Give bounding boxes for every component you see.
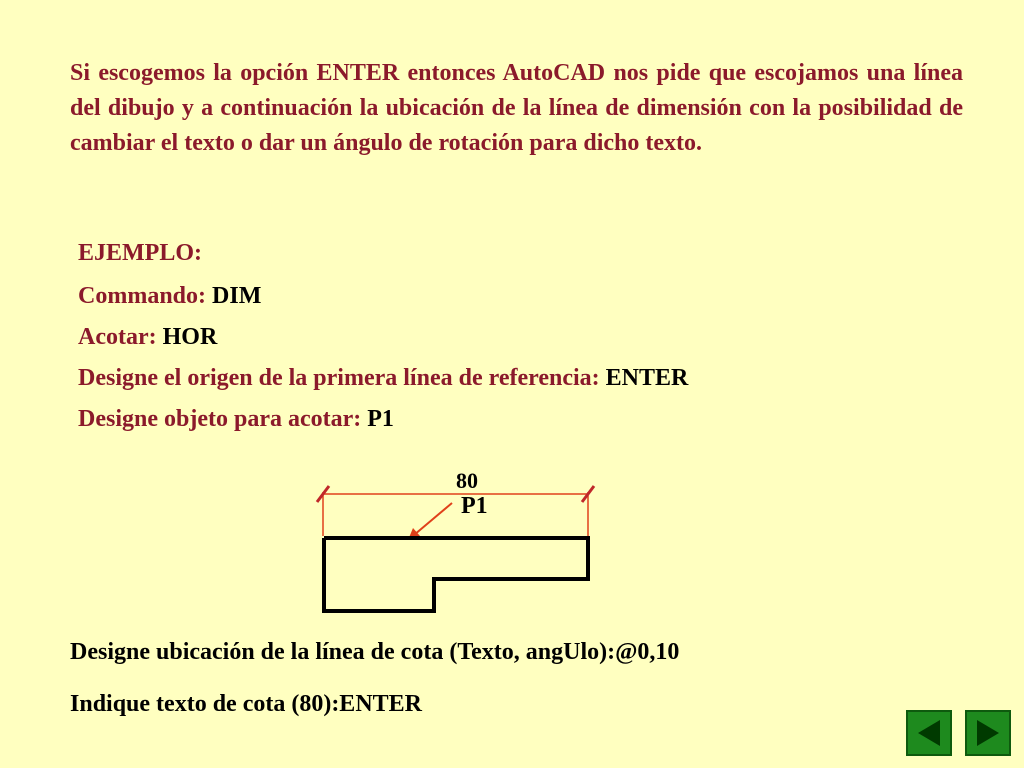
instruction-line-text: Indique texto de cota (80):ENTER	[70, 691, 422, 717]
next-slide-button[interactable]	[965, 710, 1011, 756]
example-line-acotar	[78, 324, 217, 351]
part-outline	[324, 538, 588, 611]
example-line-origin	[78, 365, 688, 392]
example-heading: EJEMPLO:	[78, 240, 202, 266]
example-line-value: ENTER	[605, 365, 689, 391]
example-line-command	[78, 283, 261, 310]
triangle-left-icon	[908, 712, 950, 754]
example-line-object	[78, 406, 394, 433]
triangle-right-icon	[967, 712, 1009, 754]
dimension-text: 80	[456, 468, 478, 493]
leader-line	[414, 503, 452, 535]
example-line-label: Commando:	[78, 283, 213, 309]
intro-paragraph: Si escogemos la opción ENTER entonces AutoCAD nos pide que escojamos una línea del dibujo y a continuación la ubicación de la línea de dimensión con la posibilidad de cambiar el texto o dar un ángulo de rotación para dicho texto.	[70, 60, 963, 156]
point-label: P1	[461, 493, 488, 519]
example-line-value: P1	[367, 406, 394, 432]
example-line-label: Designe el origen de la primera línea de referencia:	[78, 365, 606, 391]
example-line-label: Acotar:	[78, 324, 163, 350]
dimension-drawing	[300, 460, 620, 620]
example-line-value: HOR	[162, 324, 218, 350]
instruction-line-location: Designe ubicación de la línea de cota (Texto, angUlo):@0,10	[70, 639, 680, 665]
example-line-label: Designe objeto para acotar:	[78, 406, 368, 432]
previous-slide-button[interactable]	[906, 710, 952, 756]
example-line-value: DIM	[212, 283, 262, 309]
